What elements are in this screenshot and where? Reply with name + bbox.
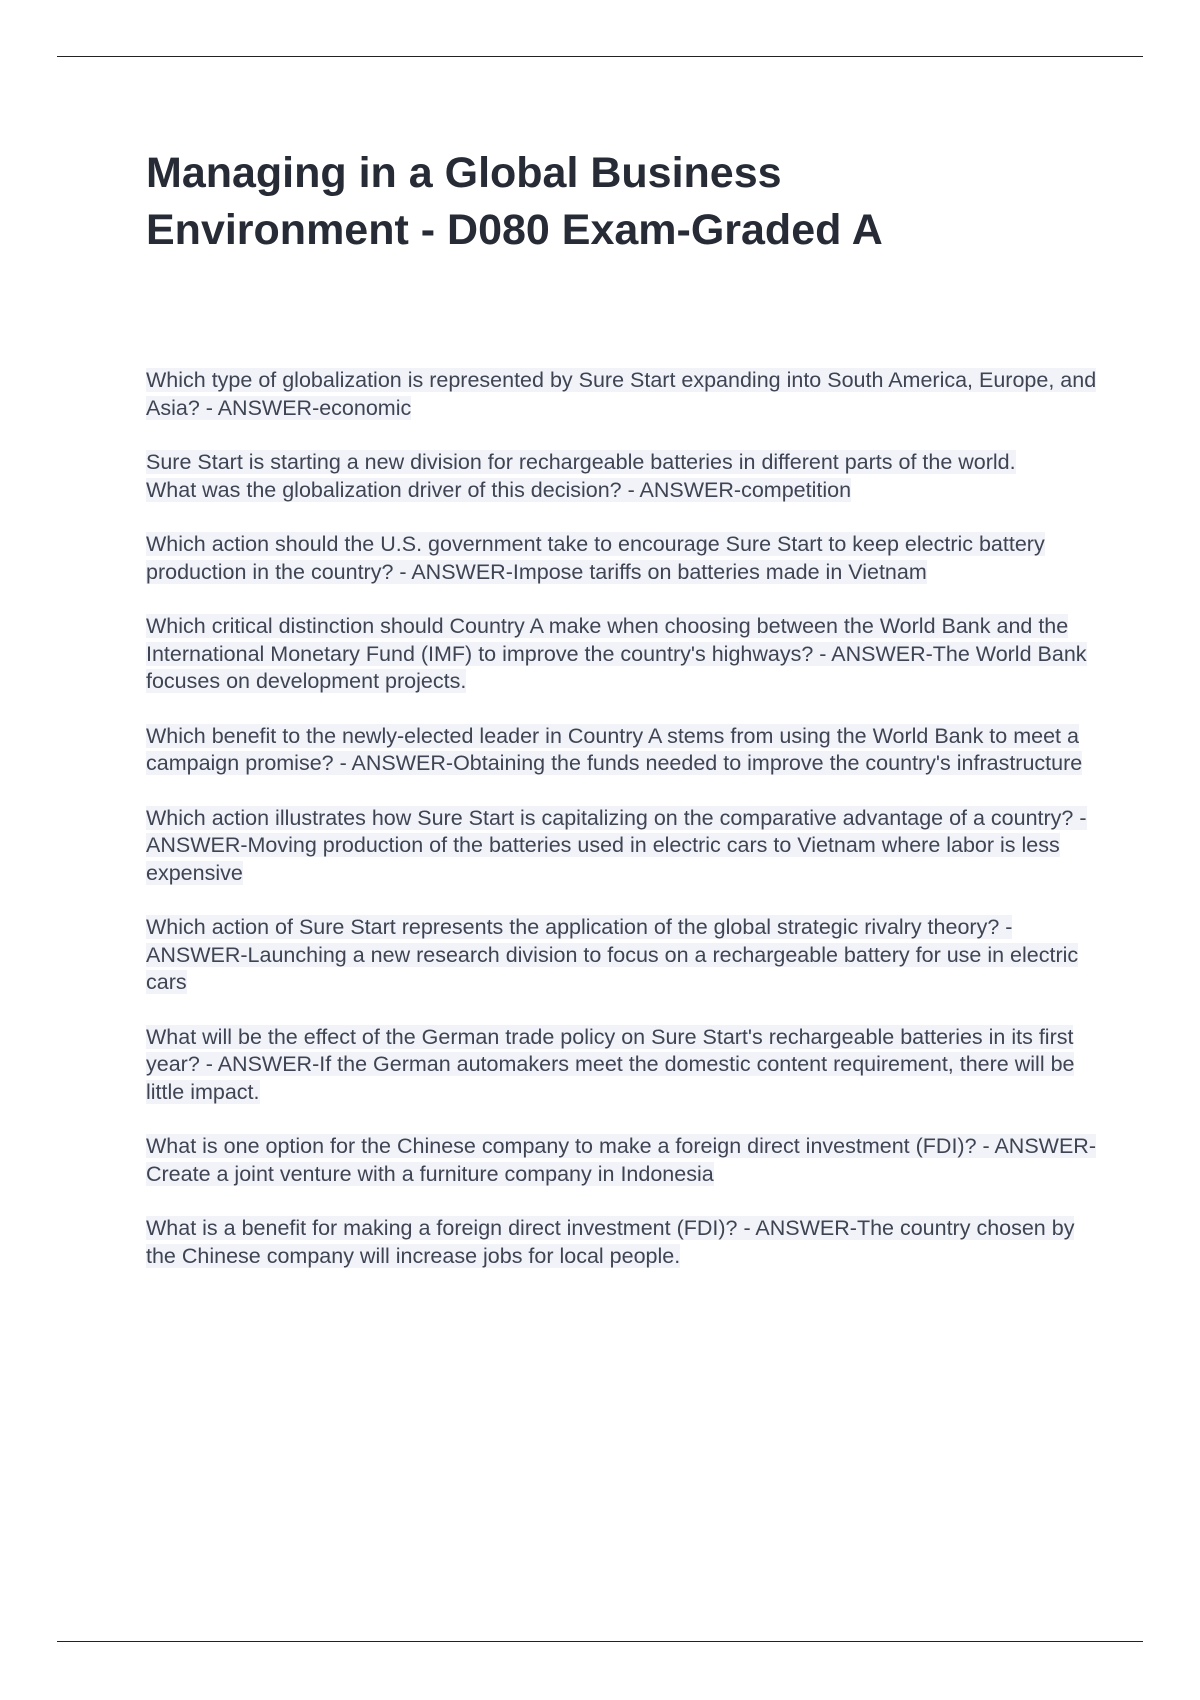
qa-text: Which critical distinction should Country A make when choosing between the World Bank and the International Monetary Fund (IMF) to improve the country's highways? - ANSWER-The World Bank focuses on development projects.	[146, 614, 1087, 693]
qa-item	[146, 449, 1106, 504]
top-divider	[57, 56, 1143, 57]
document-title	[146, 145, 1106, 259]
qa-item	[146, 805, 1106, 888]
title-line-1: Managing in a Global Business	[146, 149, 782, 197]
title-line-2: Environment - D080 Exam-Graded A	[146, 206, 883, 254]
qa-item	[146, 1024, 1106, 1107]
qa-text-line-1: Sure Start is starting a new division for rechargeable batteries in different parts of the world.	[146, 450, 1016, 474]
qa-item	[146, 914, 1106, 997]
qa-text: Which action should the U.S. government take to encourage Sure Start to keep electric battery production in the country? - ANSWER-Impose tariffs on batteries made in Vietnam	[146, 532, 1045, 584]
bottom-divider	[57, 1641, 1143, 1642]
qa-item	[146, 1133, 1106, 1188]
qa-item	[146, 367, 1106, 422]
qa-item	[146, 531, 1106, 586]
qa-text: What is a benefit for making a foreign direct investment (FDI)? - ANSWER-The country chosen by the Chinese company will increase jobs for local people.	[146, 1216, 1075, 1268]
qa-text: Which action illustrates how Sure Start is capitalizing on the comparative advantage of a country? - ANSWER-Moving production of the batteries used in electric cars to Vietnam where labor is less expensive	[146, 805, 1087, 885]
qa-text: What is one option for the Chinese company to make a foreign direct investment (FDI)? - ANSWER-Create a joint venture with a furniture company in Indonesia	[146, 1134, 1096, 1186]
qa-text: What will be the effect of the German trade policy on Sure Start's rechargeable batteries in its first year? - ANSWER-If the German automakers meet the domestic content requirement, there will be little impact.	[146, 1024, 1075, 1104]
qa-list	[146, 367, 1106, 1297]
qa-item	[146, 1215, 1106, 1270]
qa-text-line-2: What was the globalization driver of this decision? - ANSWER-competition	[146, 477, 852, 502]
qa-text: Which benefit to the newly-elected leader in Country A stems from using the World Bank to meet a campaign promise? - ANSWER-Obtaining the funds needed to improve the country's infrastructure	[146, 723, 1083, 775]
qa-item	[146, 723, 1106, 778]
qa-text: Which action of Sure Start represents the application of the global strategic rivalry theory? - ANSWER-Launching a new research division to focus on a rechargeable battery for use in electric cars	[146, 915, 1079, 994]
qa-item	[146, 613, 1106, 696]
qa-text: Which type of globalization is represented by Sure Start expanding into South America, Europe, and Asia? - ANSWER-economic	[146, 368, 1097, 420]
